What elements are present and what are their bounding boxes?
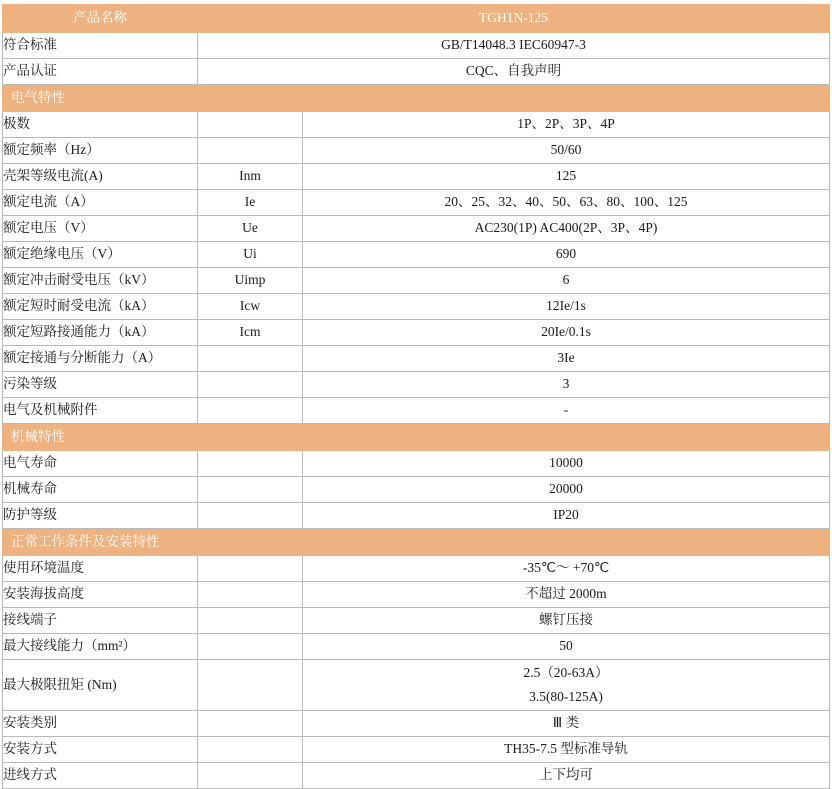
row-symbol [198, 660, 303, 711]
row-value: 12Ie/1s [303, 294, 830, 320]
table-body [3, 5, 830, 789]
row-label: 产品认证 [3, 59, 198, 85]
section-band-operating-conditions [3, 529, 830, 556]
table-row [3, 503, 830, 529]
row-label: 额定短路接通能力（kA） [3, 320, 198, 346]
row-symbol: Ue [198, 216, 303, 242]
row-symbol [198, 398, 303, 424]
row-symbol: Ie [198, 190, 303, 216]
table-row [3, 737, 830, 763]
section-band-label: 机械特性 [3, 424, 830, 451]
row-label: 额定接通与分断能力（A） [3, 346, 198, 372]
row-value: 不超过 2000m [303, 582, 830, 608]
row-label: 额定频率（Hz） [3, 138, 198, 164]
table-row [3, 138, 830, 164]
table-row [3, 556, 830, 582]
row-value: 20、25、32、40、50、63、80、100、125 [303, 190, 830, 216]
row-symbol [198, 477, 303, 503]
section-band-label: 电气特性 [3, 85, 830, 112]
row-value: 6 [303, 268, 830, 294]
table-row [3, 451, 830, 477]
row-label: 接线端子 [3, 608, 198, 634]
table-row [3, 398, 830, 424]
row-label: 污染等级 [3, 372, 198, 398]
row-symbol [198, 451, 303, 477]
row-label: 额定电流（A） [3, 190, 198, 216]
header-product-name-label: 产品名称 [3, 5, 198, 33]
row-symbol [198, 737, 303, 763]
table-row [3, 164, 830, 190]
row-value: 3Ie [303, 346, 830, 372]
row-label: 电气及机械附件 [3, 398, 198, 424]
row-label: 额定短时耐受电流（kA） [3, 294, 198, 320]
row-value: AC230(1P) AC400(2P、3P、4P) [303, 216, 830, 242]
row-value-line: 2.5（20-63A） [523, 665, 609, 681]
row-symbol [198, 346, 303, 372]
row-label: 最大接线能力（mm²） [3, 634, 198, 660]
row-value: 上下均可 [303, 763, 830, 789]
row-value: Ⅲ 类 [303, 711, 830, 737]
row-symbol [198, 556, 303, 582]
section-band-mechanical [3, 424, 830, 451]
table-row [3, 634, 830, 660]
table-row [3, 320, 830, 346]
table-row [3, 711, 830, 737]
row-value: 1P、2P、3P、4P [303, 112, 830, 138]
table-row [3, 190, 830, 216]
row-label: 防护等级 [3, 503, 198, 529]
row-label: 极数 [3, 112, 198, 138]
row-value: TH35-7.5 型标准导轨 [303, 737, 830, 763]
section-band-electrical [3, 85, 830, 112]
row-label: 进线方式 [3, 763, 198, 789]
row-label: 符合标准 [3, 33, 198, 59]
row-value: 50 [303, 634, 830, 660]
row-symbol [198, 582, 303, 608]
row-value-multiline [303, 660, 830, 711]
row-symbol: Inm [198, 164, 303, 190]
row-label: 使用环境温度 [3, 556, 198, 582]
row-symbol [198, 608, 303, 634]
product-specification-table [2, 4, 830, 789]
row-label: 额定冲击耐受电压（kV） [3, 268, 198, 294]
table-row [3, 33, 830, 59]
row-symbol: Ui [198, 242, 303, 268]
row-value: - [303, 398, 830, 424]
row-symbol: Icw [198, 294, 303, 320]
header-product-model-value: TGH1N-125 [198, 5, 830, 33]
row-label: 机械寿命 [3, 477, 198, 503]
row-symbol [198, 711, 303, 737]
table-row [3, 477, 830, 503]
table-row [3, 763, 830, 789]
row-symbol: Uimp [198, 268, 303, 294]
table-row [3, 59, 830, 85]
table-row [3, 660, 830, 711]
table-row [3, 294, 830, 320]
row-value: 10000 [303, 451, 830, 477]
row-value: 螺钉压接 [303, 608, 830, 634]
table-row [3, 242, 830, 268]
row-symbol [198, 503, 303, 529]
row-symbol [198, 138, 303, 164]
row-symbol [198, 634, 303, 660]
row-symbol [198, 763, 303, 789]
row-label: 最大极限扭矩 (Nm) [3, 660, 198, 711]
row-value: 20Ie/0.1s [303, 320, 830, 346]
row-value: 50/60 [303, 138, 830, 164]
table-row [3, 216, 830, 242]
row-label: 额定电压（V） [3, 216, 198, 242]
row-symbol: Icm [198, 320, 303, 346]
row-label: 安装海拔高度 [3, 582, 198, 608]
row-label: 安装类别 [3, 711, 198, 737]
row-value: IP20 [303, 503, 830, 529]
row-value-line: 3.5(80-125A) [529, 688, 603, 704]
row-value: CQC、自我声明 [198, 59, 830, 85]
table-header-row [3, 5, 830, 33]
row-symbol [198, 372, 303, 398]
row-value: 20000 [303, 477, 830, 503]
row-label: 电气寿命 [3, 451, 198, 477]
row-label: 额定绝缘电压（V） [3, 242, 198, 268]
table-row [3, 346, 830, 372]
row-symbol [198, 112, 303, 138]
row-value: GB/T14048.3 IEC60947-3 [198, 33, 830, 59]
table-row [3, 582, 830, 608]
table-row [3, 608, 830, 634]
row-value: 125 [303, 164, 830, 190]
table-row [3, 268, 830, 294]
table-row [3, 112, 830, 138]
row-value: -35℃～ +70℃ [303, 556, 830, 582]
table-row [3, 372, 830, 398]
row-label: 壳架等级电流(A) [3, 164, 198, 190]
section-band-label: 正常工作条件及安装特性 [3, 529, 830, 556]
row-value: 690 [303, 242, 830, 268]
row-value: 3 [303, 372, 830, 398]
row-label: 安装方式 [3, 737, 198, 763]
